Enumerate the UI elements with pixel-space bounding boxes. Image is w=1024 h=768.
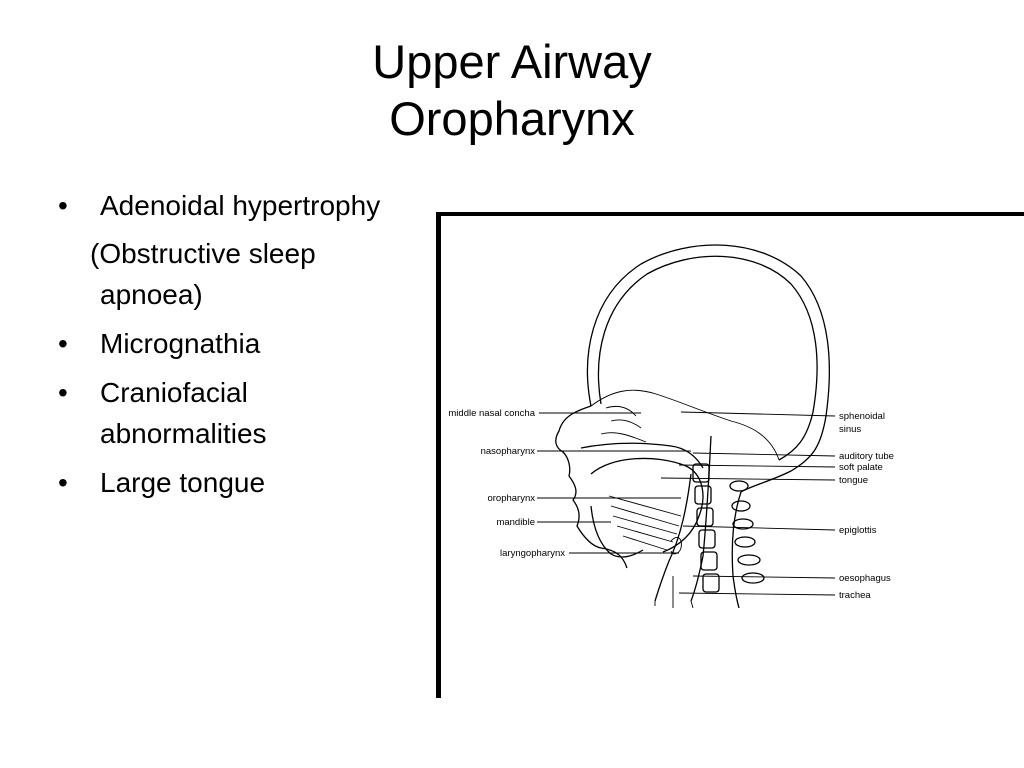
- label-oropharynx: oropharynx: [487, 493, 535, 504]
- label-epiglottis: epiglottis: [839, 525, 877, 536]
- label-auditory-tube: auditory tube: [839, 451, 894, 462]
- label-middle-nasal-concha: middle nasal concha: [448, 408, 535, 419]
- bullet-icon: •: [58, 328, 68, 359]
- label-mandible: mandible: [496, 517, 535, 528]
- anatomy-figure: [436, 212, 1024, 698]
- slide-title: [0, 33, 1024, 147]
- label-sinus: sinus: [839, 424, 862, 435]
- label-laryngopharynx: laryngopharynx: [500, 548, 565, 559]
- label-oesophagus: oesophagus: [839, 573, 891, 584]
- label-sphenoidal: sphenoidal: [839, 411, 885, 422]
- label-soft-palate: soft palate: [839, 462, 883, 473]
- label-trachea: trachea: [839, 590, 871, 601]
- nasal-concha: [601, 406, 646, 442]
- palate: [581, 443, 703, 468]
- bullet-icon: •: [58, 377, 68, 408]
- head-sagittal-diagram: [441, 216, 1024, 698]
- label-nasopharynx: nasopharynx: [480, 446, 535, 457]
- bullet-text: Adenoidal hypertrophy: [100, 190, 381, 221]
- bullet-text-cont: abnormalities: [100, 418, 267, 449]
- leader-lines-left: [537, 413, 691, 553]
- bullet-icon: •: [58, 190, 68, 221]
- cranial-base: [591, 390, 779, 460]
- tongue-muscle-fibers: [609, 496, 681, 550]
- oesophagus-trachea: [655, 576, 693, 608]
- skull-inner-outline: [598, 256, 817, 460]
- bullet-subtext: (Obstructive sleep: [90, 238, 316, 269]
- face-profile: [556, 406, 627, 568]
- bullet-text: Large tongue: [100, 467, 266, 498]
- bullet-text: Craniofacial: [100, 377, 248, 408]
- spinous-processes: [730, 481, 764, 583]
- title-line-1: Upper Airway: [372, 35, 652, 88]
- title-line-2: Oropharynx: [389, 92, 635, 145]
- bullet-text: Micrognathia: [100, 328, 261, 359]
- bullet-icon: •: [58, 467, 68, 498]
- bullet-subtext-cont: apnoea): [100, 279, 203, 310]
- label-tongue: tongue: [839, 475, 869, 486]
